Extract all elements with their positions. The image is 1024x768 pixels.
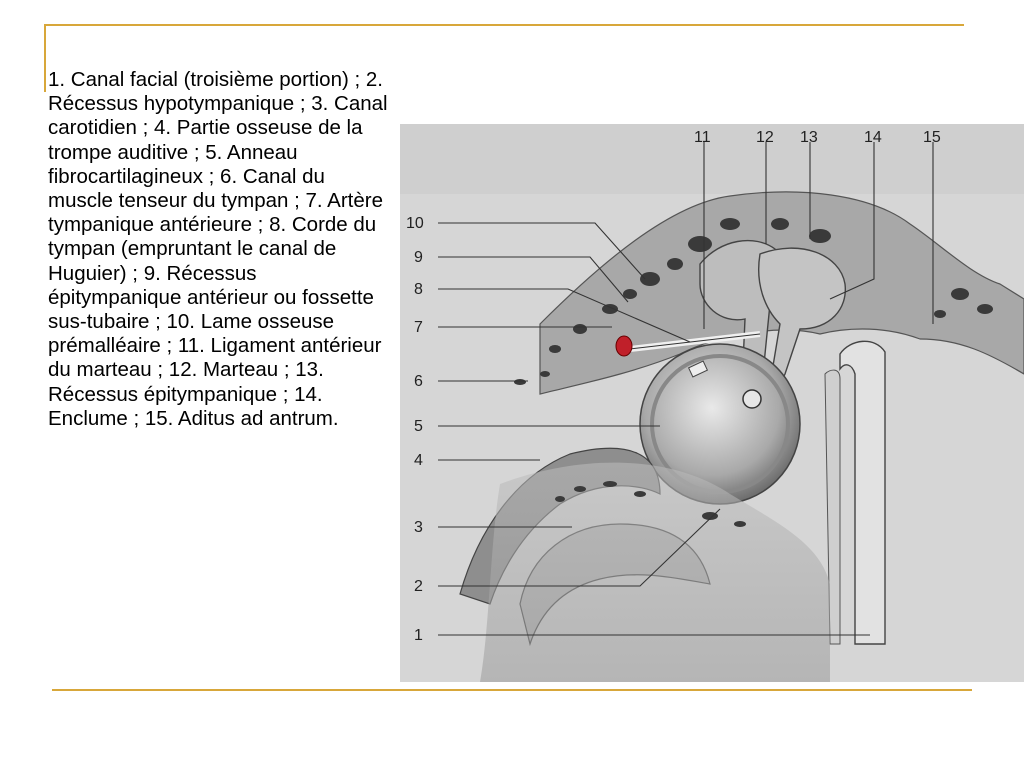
left-accent-line bbox=[44, 24, 46, 92]
top-accent-line bbox=[44, 24, 964, 26]
tympanic-artery-highlight bbox=[616, 336, 632, 356]
label-13: 13 bbox=[800, 129, 818, 146]
label-6: 6 bbox=[414, 373, 423, 390]
label-15: 15 bbox=[923, 129, 941, 146]
label-1: 1 bbox=[414, 627, 423, 644]
label-3: 3 bbox=[414, 519, 423, 536]
anatomical-illustration bbox=[400, 124, 1024, 682]
label-7: 7 bbox=[414, 319, 423, 336]
figure-caption: 1. Canal facial (troisième portion) ; 2. Récessus hypotympanique ; 3. Canal carotidien ; 4. Partie osseuse de la trompe auditive ; 5. Anneau fibrocartilagineux ; 6. Canal du muscle tenseur du tympan ; 7. Artère tympanique antérieure ; 8. Corde du tympan (empruntant le canal de Huguier) ; 9. Récessus épitympanique antérieur ou fossette sus-tubaire ; 10. Lame osseuse prémalléaire ; 11. Ligament antérieur du marteau ; 12. Marteau ; 13. Récessus épitympanique ; 14. Enclume ; 15. Aditus ad antrum. bbox=[48, 68, 388, 430]
label-12: 12 bbox=[756, 129, 774, 146]
label-2: 2 bbox=[414, 578, 423, 595]
label-4: 4 bbox=[414, 452, 423, 469]
label-14: 14 bbox=[864, 129, 882, 146]
label-5: 5 bbox=[414, 418, 423, 435]
label-9: 9 bbox=[414, 249, 423, 266]
bottom-accent-line bbox=[52, 689, 972, 691]
label-8: 8 bbox=[414, 281, 423, 298]
label-11: 11 bbox=[694, 129, 711, 146]
label-10: 10 bbox=[406, 215, 424, 232]
